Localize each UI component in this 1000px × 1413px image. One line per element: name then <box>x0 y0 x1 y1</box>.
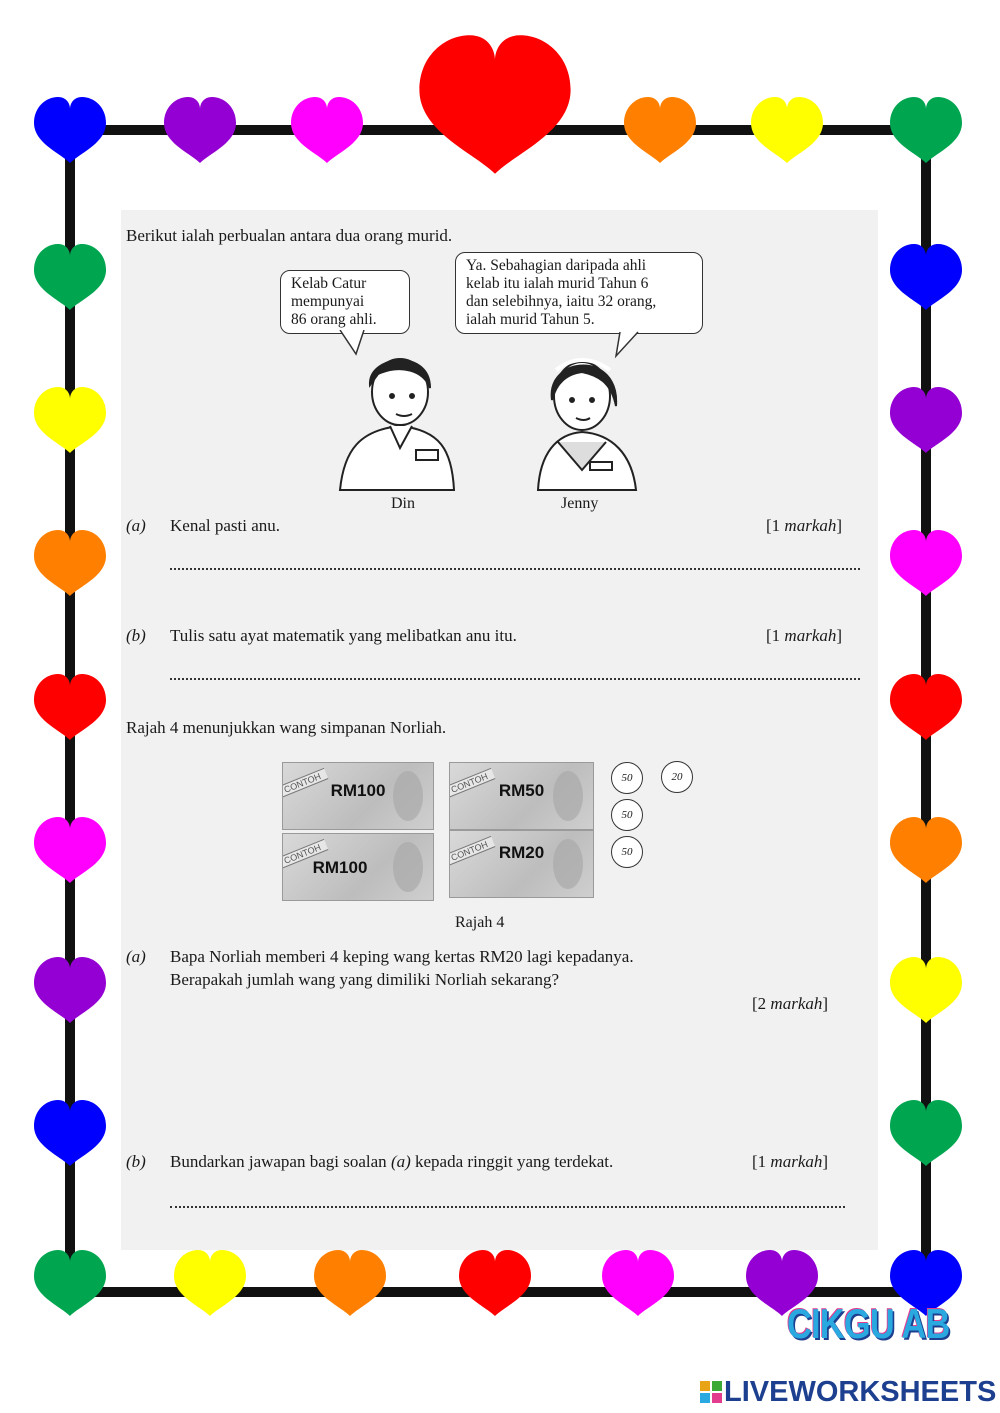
note-stamp: CONTOH <box>282 839 328 869</box>
q2b-answer-line[interactable] <box>170 1204 845 1208</box>
q1a-answer-line[interactable] <box>170 566 860 570</box>
liveworksheets-brand: LIVEWORKSHEETS <box>724 1376 997 1408</box>
q1b-answer-line[interactable] <box>170 676 860 680</box>
q1a-marks <box>766 516 842 536</box>
heart-decoration <box>164 97 236 163</box>
marks-open: [2 <box>752 994 771 1013</box>
marks-close: ] <box>822 994 829 1013</box>
marks-word: markah <box>770 994 823 1013</box>
coin: 50 <box>611 762 643 794</box>
note-value: RM50 <box>498 781 545 800</box>
figure-caption: Rajah 4 <box>455 914 505 931</box>
jenny-bubble-line: Ya. Sebahagian daripada ahli <box>466 257 647 274</box>
cikgu-ab-logo: CIKGU AB <box>787 1300 950 1347</box>
din-bubble-line: Kelab Catur <box>291 275 367 292</box>
din-name-label: Din <box>391 495 415 512</box>
q2b-text-part: Bundarkan jawapan bagi soalan <box>170 1152 391 1171</box>
marks-word: markah <box>784 516 837 535</box>
note-value: RM100 <box>330 781 386 800</box>
heart-decoration <box>751 97 823 163</box>
jenny-girl-figure <box>538 360 636 490</box>
jenny-speech-bubble <box>455 252 703 334</box>
q2b-marks <box>752 1152 828 1172</box>
coin: 20 <box>661 761 693 793</box>
din-bubble-line: mempunyai <box>291 293 365 310</box>
marks-close: ] <box>836 626 843 645</box>
jenny-bubble-line: dan selebihnya, iaitu 32 orang, <box>466 293 657 310</box>
q2-intro: Rajah 4 menunjukkan wang simpanan Norliah. <box>126 718 447 737</box>
din-bubble-tail <box>340 330 364 354</box>
q1-intro: Berikut ialah perbualan antara dua orang murid. <box>126 226 453 245</box>
q1b-marks <box>766 626 842 646</box>
q1b-label: (b) <box>126 626 146 645</box>
din-bubble-line: 86 orang ahli. <box>291 311 377 328</box>
heart-decoration <box>419 35 570 174</box>
marks-open: [1 <box>766 626 785 645</box>
din-boy-figure <box>340 359 454 490</box>
marks-word: markah <box>784 626 837 645</box>
marks-close: ] <box>836 516 843 535</box>
banknote <box>449 762 594 830</box>
jenny-bubble-tail <box>616 332 638 356</box>
heart-decoration <box>314 1250 386 1316</box>
note-stamp: CONTOH <box>449 768 495 798</box>
banknote <box>282 762 434 830</box>
marks-open: [1 <box>766 516 785 535</box>
heart-decoration <box>602 1250 674 1316</box>
heart-decoration <box>459 1250 531 1316</box>
banknote <box>449 830 594 898</box>
q2b-label: (b) <box>126 1152 146 1171</box>
students-illustration <box>320 330 680 495</box>
q2b-question-ref: (a) <box>390 1152 411 1171</box>
note-stamp: CONTOH <box>449 836 495 866</box>
heart-decoration <box>34 97 106 163</box>
q2b-text-part: kepada ringgit yang terdekat. <box>410 1152 614 1171</box>
marks-close: ] <box>822 1152 829 1171</box>
marks-open: [1 <box>752 1152 771 1171</box>
q2a-label: (a) <box>126 947 146 966</box>
heart-decoration <box>174 1250 246 1316</box>
coin: 50 <box>611 799 643 831</box>
jenny-bubble-line: ialah murid Tahun 5. <box>466 311 595 328</box>
heart-decoration <box>890 97 962 163</box>
heart-decoration <box>291 97 363 163</box>
din-speech-bubble <box>280 270 410 334</box>
q1b-question: Tulis satu ayat matematik yang melibatkan anu itu. <box>170 626 517 645</box>
coin: 50 <box>611 836 643 868</box>
q1a-label: (a) <box>126 516 146 535</box>
note-stamp: CONTOH <box>282 768 328 798</box>
q2a-marks <box>752 994 828 1014</box>
heart-decoration <box>624 97 696 163</box>
note-value: RM100 <box>312 858 368 877</box>
marks-word: markah <box>770 1152 823 1171</box>
q2a-question-line2: Berapakah jumlah wang yang dimiliki Norliah sekarang? <box>170 970 559 989</box>
liveworksheets-logo-icon <box>700 1381 722 1403</box>
note-value: RM20 <box>498 843 545 862</box>
jenny-bubble-line: kelab itu ialah murid Tahun 6 <box>466 275 649 292</box>
q1a-question: Kenal pasti anu. <box>170 516 280 535</box>
q2a-question-line1: Bapa Norliah memberi 4 keping wang kertas RM20 lagi kepadanya. <box>170 947 634 966</box>
q2b-question <box>170 1152 613 1172</box>
banknote <box>282 833 434 901</box>
jenny-name-label: Jenny <box>561 495 599 512</box>
